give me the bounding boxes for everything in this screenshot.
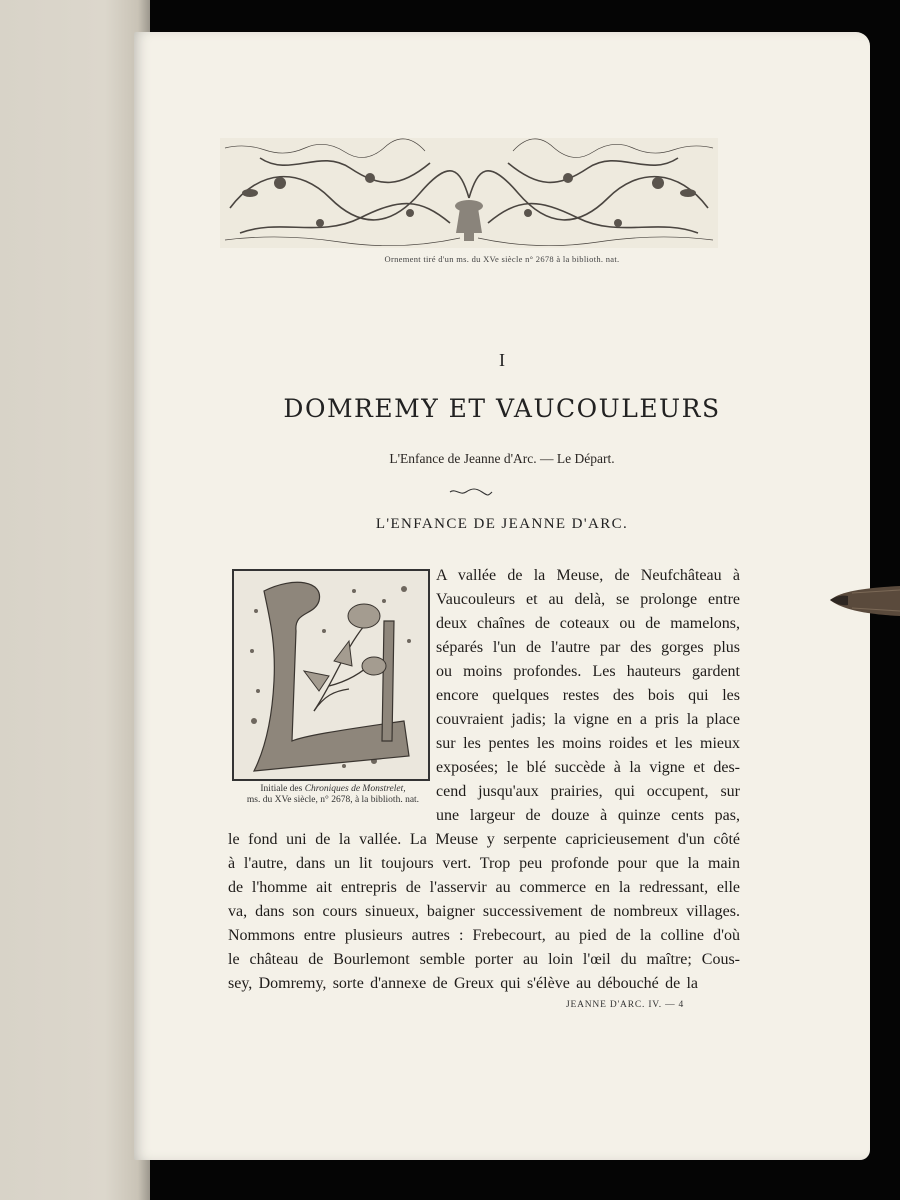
text-line: va, dans son cours sinueux, baigner successivement de nombreux villages. [228, 903, 740, 920]
chapter-title: DOMREMY ET VAUCOULEURS [283, 394, 721, 423]
text-line: Vaucouleurs et au delà, se prolonge entre [436, 591, 740, 608]
text-line: Nommons entre plusieurs autres : Frebecourt, au pied de la colline d'où [228, 927, 740, 944]
text-line: A vallée de la Meuse, de Neufchâteau à [436, 567, 740, 584]
text-line: cend jusqu'aux prairies, qui occupent, sur [436, 783, 740, 800]
initial-caption [230, 784, 436, 806]
floral-ornament-headpiece [220, 138, 718, 248]
text-line: séparés l'un de l'autre par des gorges plus [436, 639, 740, 656]
initial-caption-title: Chroniques de Monstrelet, [304, 784, 406, 794]
initial-caption-prefix: Initiale des [260, 784, 305, 794]
text-line: couvraient jadis; la vigne en a pris la place [436, 711, 740, 728]
text-line: sur les pentes les moins roides et les mieux [436, 735, 740, 752]
text-line: à l'autre, dans un lit toujours vert. Trop peu profonde pour que la main [228, 855, 740, 872]
divider-flourish [448, 487, 494, 497]
facing-page-edge [0, 0, 150, 1200]
text-line: une largeur de douze à quinze cents pas, [436, 807, 740, 824]
signature-mark: JEANNE D'ARC. IV. — 4 [566, 1000, 685, 1010]
text-line: encore quelques restes des bois qui les [436, 687, 740, 704]
initial-illustration [234, 571, 428, 779]
initial-caption-line2: ms. du XVe siècle, n° 2678, à la biblioth. nat. [246, 795, 420, 805]
ornament-caption: Ornement tiré d'un ms. du XVe siècle n° 2678 à la biblioth. nat. [384, 254, 620, 264]
chapter-number: I [499, 350, 505, 370]
text-line: sey, Domremy, sorte d'annexe de Greux qui s'élève au débouché de la [228, 975, 698, 992]
text-line: deux chaînes de coteaux ou de mamelons, [436, 615, 740, 632]
text-line: exposées; le blé succède à la vigne et des- [436, 759, 740, 776]
text-line: de l'homme ait entrepris de l'asservir au commerce en la redressant, elle [228, 879, 740, 896]
illuminated-initial-l [232, 569, 430, 781]
book-page [134, 32, 870, 1160]
text-line: le château de Bourlemont semble porter au loin l'œil du maître; Cous- [228, 951, 740, 968]
section-heading: L'ENFANCE DE JEANNE D'ARC. [375, 516, 629, 532]
text-line: le fond uni de la vallée. La Meuse y serpente capricieusement d'un côté [228, 831, 740, 848]
text-line: ou moins profondes. Les hauteurs gardent [436, 663, 740, 680]
pencil-tip-icon [830, 578, 900, 624]
chapter-subtitle: L'Enfance de Jeanne d'Arc. — Le Départ. [389, 451, 615, 466]
